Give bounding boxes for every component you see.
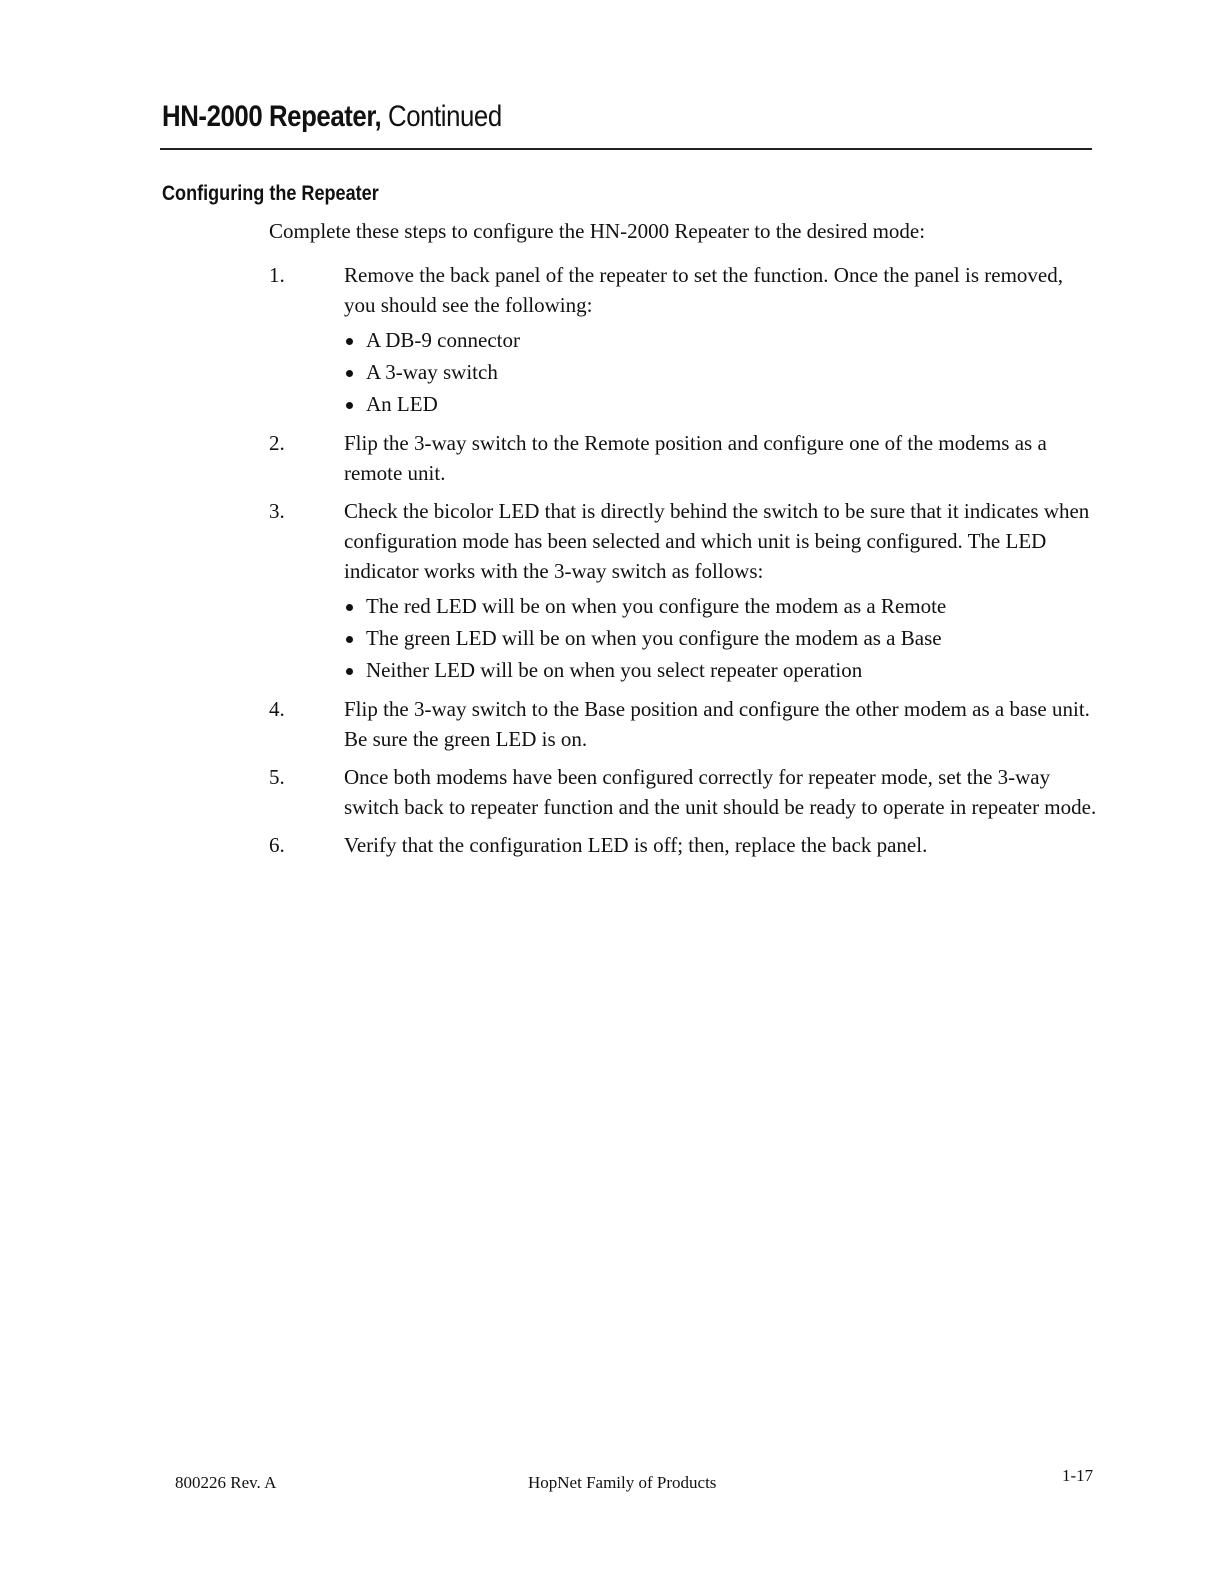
step-number: 2. [269, 431, 285, 455]
footer-doc-number: 800226 Rev. A [175, 1473, 277, 1492]
bullet-item: The green LED will be on when you configure the modem as a Base [344, 622, 1099, 654]
bullet-item: A DB-9 connector [344, 324, 1099, 356]
step-text: Flip the 3-way switch to the Remote position and configure one of the modems as a remote unit. [344, 431, 1047, 485]
footer-page-number: 1-17 [1062, 1466, 1094, 1485]
step-3 [269, 496, 1099, 686]
step-1 [269, 260, 1099, 420]
bullet-item: An LED [344, 388, 1099, 420]
step-text: Once both modems have been configured correctly for repeater mode, set the 3-way switch back to repeater function and the unit should be ready to operate in repeater mode. [344, 765, 1097, 819]
section-heading: Configuring the Repeater [162, 182, 379, 205]
step-number: 1. [269, 263, 285, 287]
step-number: 5. [269, 765, 285, 789]
step-1-bullets [344, 324, 1099, 420]
step-text: Remove the back panel of the repeater to set the function. Once the panel is removed, you should see the following: [344, 263, 1063, 317]
step-3-bullets [344, 590, 1099, 686]
bullet-item: Neither LED will be on when you select repeater operation [344, 654, 1099, 686]
step-6 [269, 830, 1099, 860]
step-number: 4. [269, 697, 285, 721]
step-4 [269, 694, 1099, 754]
title-divider [160, 148, 1092, 150]
section-intro: Complete these steps to configure the HN-2000 Repeater to the desired mode: [269, 219, 926, 243]
page-title-continued: Continued [381, 100, 502, 133]
step-number: 6. [269, 833, 285, 857]
footer-product-family: HopNet Family of Products [528, 1473, 717, 1492]
step-text: Flip the 3-way switch to the Base position and configure the other modem as a base unit. Be sure the green LED is on. [344, 697, 1090, 751]
step-2 [269, 428, 1099, 488]
step-number: 3. [269, 499, 285, 523]
steps-list [269, 260, 1099, 868]
step-5 [269, 762, 1099, 822]
step-text: Check the bicolor LED that is directly behind the switch to be sure that it indicates when configuration mode has been selected and which unit is being configured. The LED indicator works with the 3-way switch as follows: [344, 499, 1090, 583]
page-title [162, 100, 502, 134]
page-title-bold: HN-2000 Repeater, [162, 100, 382, 133]
bullet-item: The red LED will be on when you configure the modem as a Remote [344, 590, 1099, 622]
bullet-item: A 3-way switch [344, 356, 1099, 388]
step-text: Verify that the configuration LED is off; then, replace the back panel. [344, 833, 928, 857]
